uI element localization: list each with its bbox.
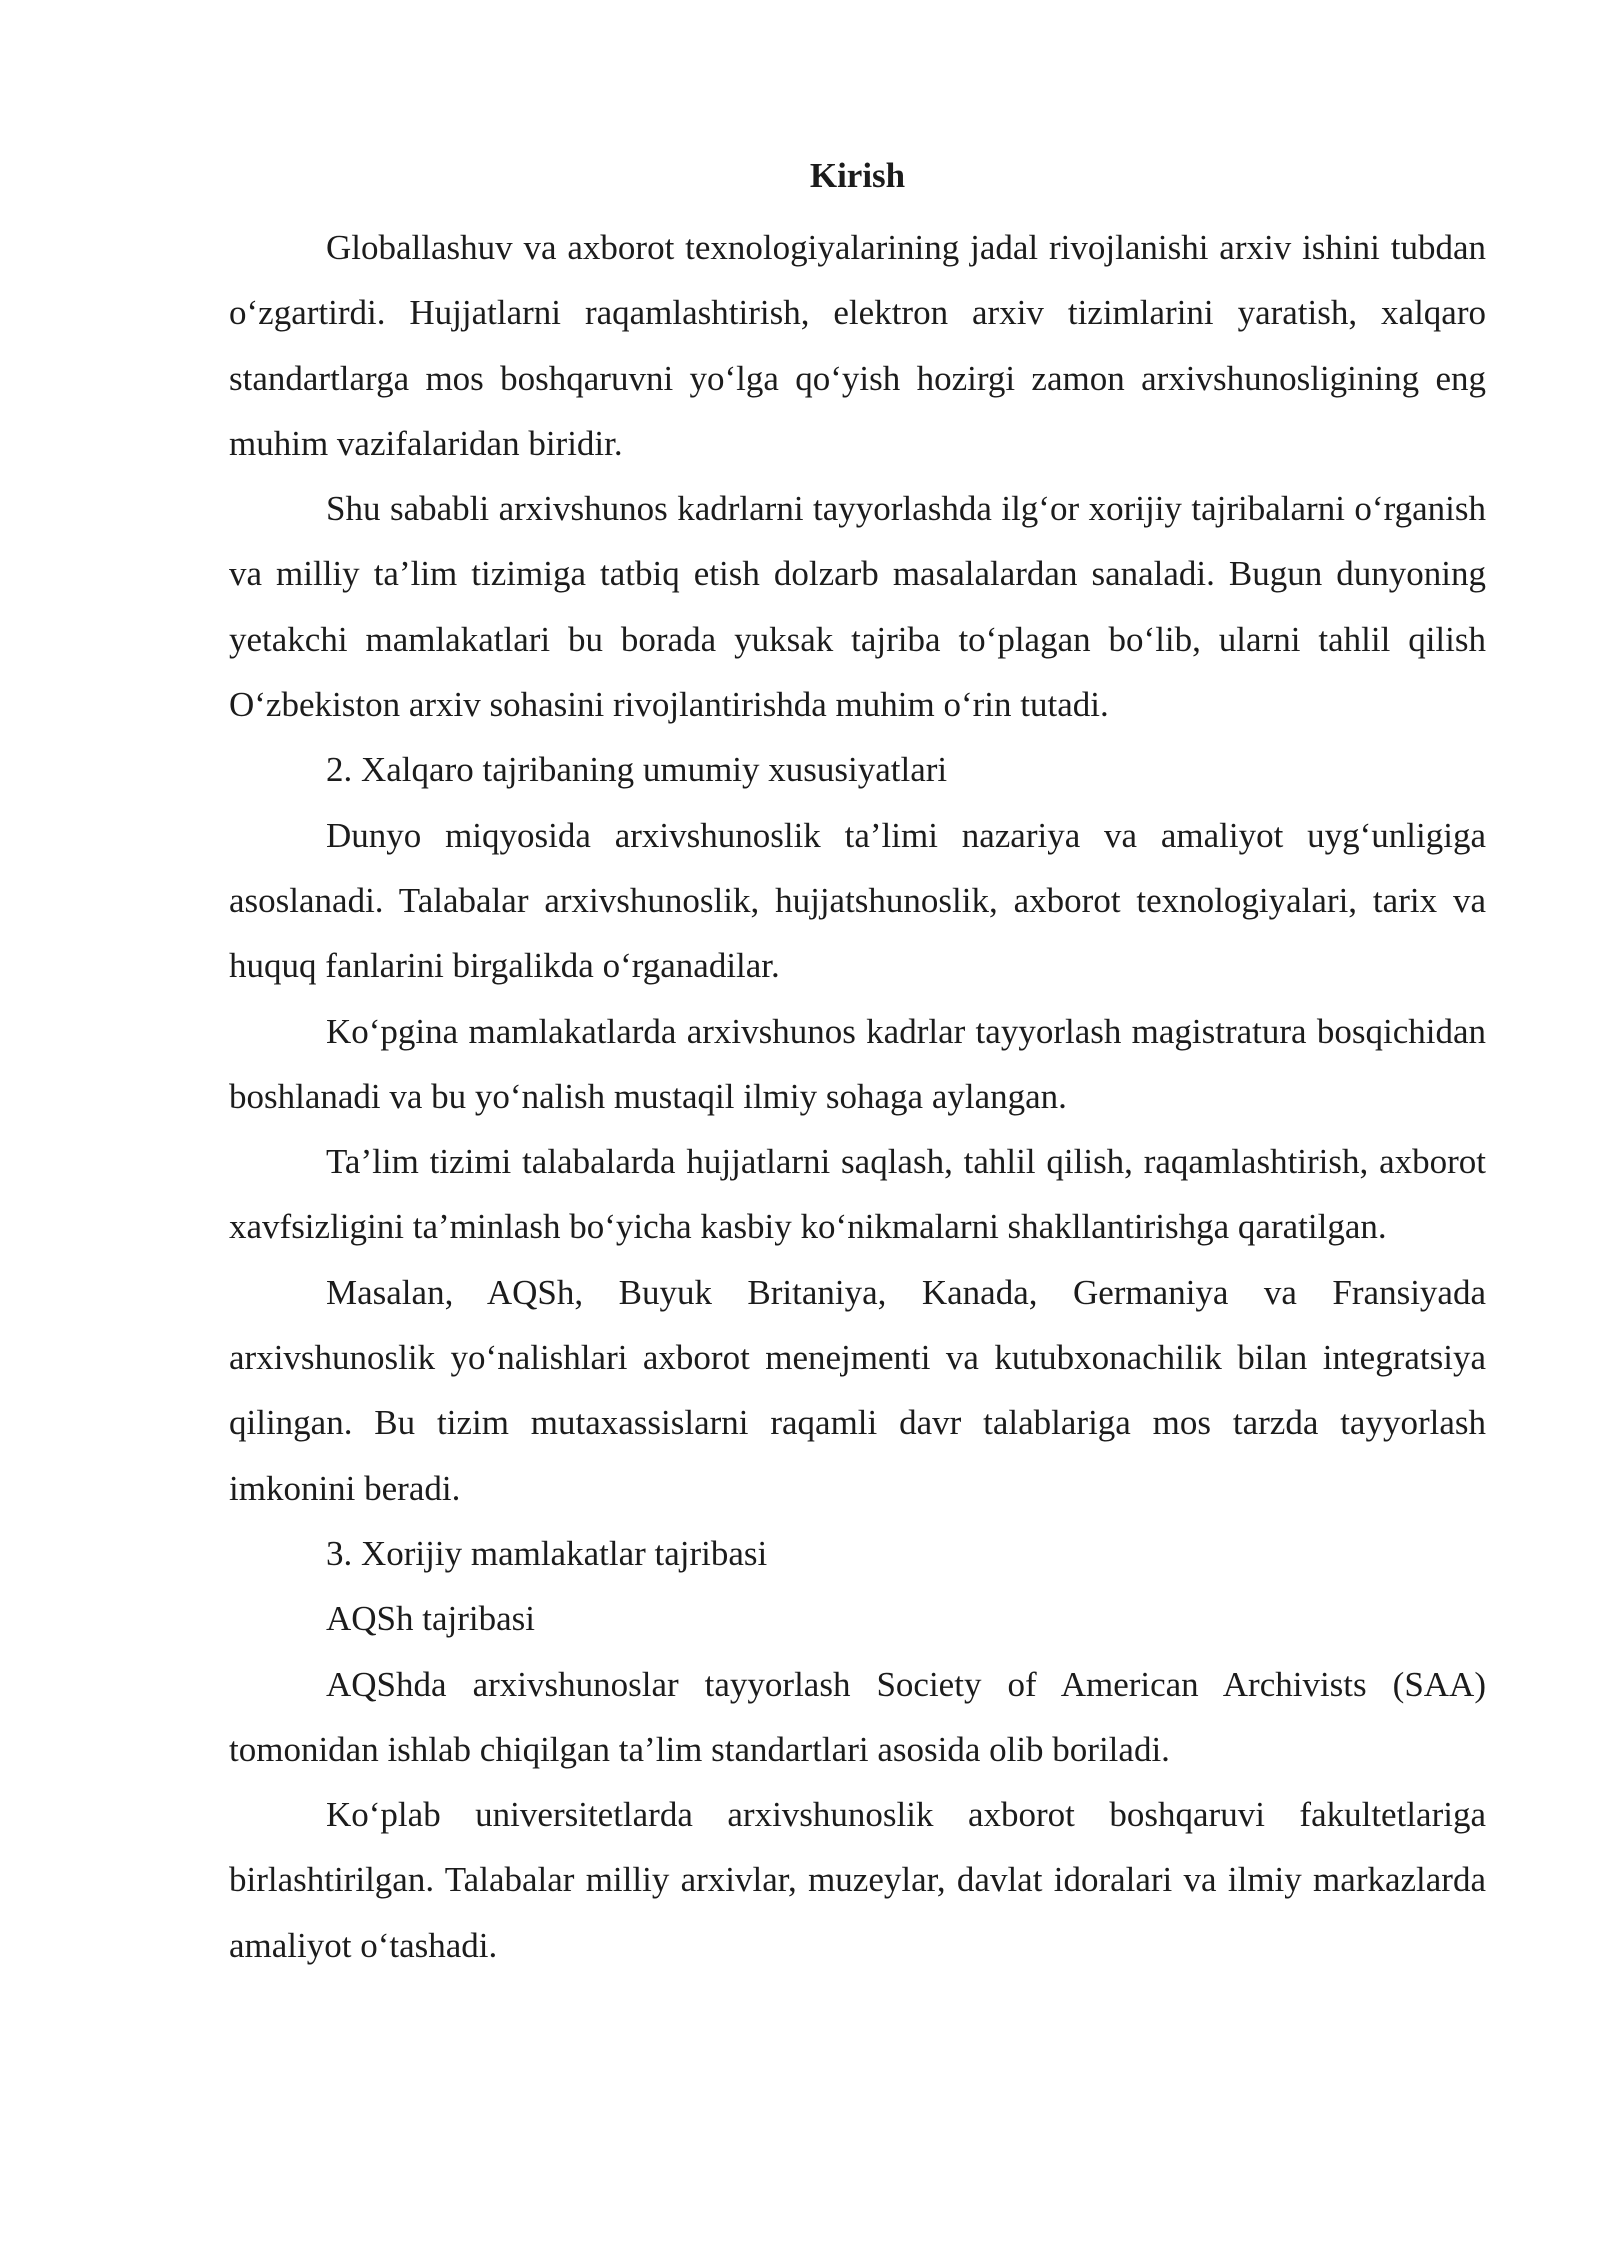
subsection-heading-usa: AQSh tajribasi — [326, 1599, 536, 1639]
paragraph-section2-4: Masalan, AQSh, Buyuk Britaniya, Kanada, Germaniya va Fransiyada arxivshunoslik yo‘nalishlari axborot menejmenti va kutubxonachilik bilan integratsiya qilingan. Bu tizim mutaxassislarni raqamli davr talablariga mos tarzda tayyorlash imkonini beradi. — [229, 1272, 1486, 1508]
paragraph-section2-1: Dunyo miqyosida arxivshunoslik ta’limi nazariya va amaliyot uyg‘unligiga asoslanadi. Talabalar arxivshunoslik, hujjatshunoslik, axborot texnologiyalari, tarix va huquq fanlarini birgalikda o‘rganadilar. — [229, 815, 1486, 986]
section-heading-3: 3. Xorijiy mamlakatlar tajribasi — [326, 1533, 768, 1573]
paragraph-section2-2: Ko‘pgina mamlakatlarda arxivshunos kadrlar tayyorlash magistratura bosqichidan boshlanadi va bu yo‘nalish mustaqil ilmiy sohaga aylangan. — [229, 1011, 1486, 1116]
paragraph-usa-2: Ko‘plab universitetlarda arxivshunoslik axborot boshqaruvi fakultetlariga birlashtirilgan. Talabalar milliy arxivlar, muzeylar, davlat idoralari va ilmiy markazlarda amaliyot o‘tashadi. — [229, 1795, 1486, 1965]
document-title: Kirish — [809, 156, 906, 195]
paragraph-intro-1: Globallashuv va axborot texnologiyalarining jadal rivojlanishi arxiv ishini tubdan o‘zgartirdi. Hujjatlarni raqamlashtirish, elektron arxiv tizimlarini yaratish, xalqaro standartlarga mos boshqaruvni yo‘lga qo‘yish hozirgi zamon arxivshunosligining eng muhim vazifalaridan biridir. — [229, 228, 1486, 463]
section-heading-2: 2. Xalqaro tajribaning umumiy xususiyatlari — [326, 750, 948, 790]
paragraph-section2-3: Ta’lim tizimi talabalarda hujjatlarni saqlash, tahlil qilish, raqamlashtirish, axborot xavfsizligini ta’minlash bo‘yicha kasbiy ko‘nikmalarni shakllantirishga qaratilgan. — [229, 1142, 1486, 1247]
paragraph-usa-1: AQShda arxivshunoslar tayyorlash Society of American Archivists (SAA) tomonidan ishlab chiqilgan ta’lim standartlari asosida olib boriladi. — [229, 1664, 1486, 1769]
paragraph-intro-2: Shu sababli arxivshunos kadrlarni tayyorlashda ilg‘or xorijiy tajribalarni o‘rganish va milliy ta’lim tizimiga tatbiq etish dolzarb masalalardan sanaladi. Bugun dunyoning yetakchi mamlakatlari bu borada yuksak tajriba to‘plagan bo‘lib, ularni tahlil qilish O‘zbekiston arxiv sohasini rivojlantirishda muhim o‘rin tutadi. — [229, 489, 1486, 725]
